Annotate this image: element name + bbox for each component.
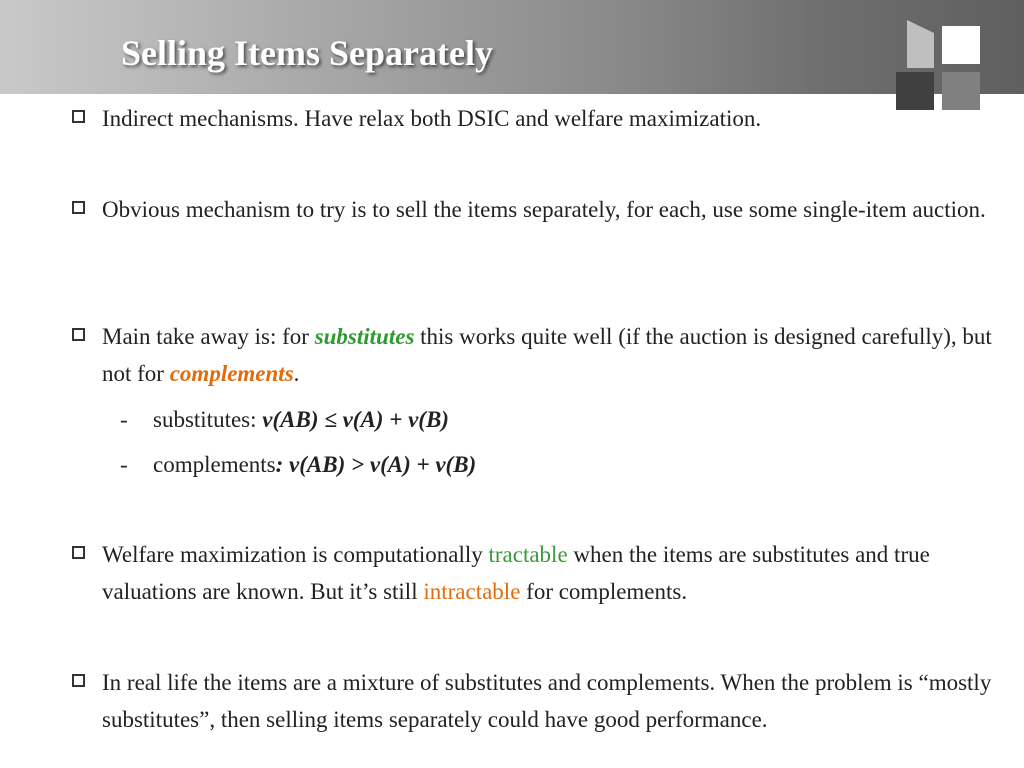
substitutes-highlight: substitutes bbox=[314, 324, 415, 349]
bullet-indirect-mechanisms bbox=[72, 100, 992, 137]
tractable-highlight: tractable bbox=[488, 542, 568, 567]
slide-title: Selling Items Separately bbox=[121, 33, 493, 73]
sub-item-complements bbox=[120, 446, 476, 483]
sub-label: complements bbox=[153, 452, 276, 477]
bullet-text: Indirect mechanisms. Have relax both DSIC and welfare maximization. bbox=[102, 106, 762, 131]
checkbox-bullet-icon bbox=[72, 328, 85, 341]
checkbox-bullet-icon bbox=[72, 674, 85, 687]
sub-item-substitutes bbox=[120, 401, 449, 438]
bullet-real-life bbox=[72, 664, 992, 738]
sub-label: substitutes: bbox=[153, 407, 263, 432]
bullet-main-takeaway bbox=[72, 318, 992, 392]
bullet-obvious-mechanism bbox=[72, 191, 992, 228]
bullet-text: Main take away is: for substitutes this works quite well (if the auction is designed carefully), but not for complements. bbox=[102, 324, 992, 386]
title-bar bbox=[0, 0, 1024, 94]
bullet-welfare-maximization bbox=[72, 536, 992, 610]
bullet-text: In real life the items are a mixture of substitutes and complements. When the problem is “mostly substitutes”, then selling items separately could have good performance. bbox=[102, 670, 992, 732]
checkbox-bullet-icon bbox=[72, 546, 85, 559]
intractable-highlight: intractable bbox=[423, 579, 521, 604]
bullet-text: Welfare maximization is computationally tractable when the items are substitutes and true valuations are known. But it’s still intractable for complements. bbox=[102, 542, 930, 604]
complements-formula: : v(AB) > v(A) + v(B) bbox=[275, 452, 477, 477]
complements-highlight: complements bbox=[169, 361, 294, 386]
dash-marker: - bbox=[120, 452, 128, 477]
bullet-text: Obvious mechanism to try is to sell the items separately, for each, use some single-item auction. bbox=[102, 197, 986, 222]
checkbox-bullet-icon bbox=[72, 201, 85, 214]
substitutes-formula: v(AB) ≤ v(A) + v(B) bbox=[262, 407, 449, 432]
checkbox-bullet-icon bbox=[72, 110, 85, 123]
logo-squares-icon bbox=[894, 20, 986, 112]
dash-marker: - bbox=[120, 407, 128, 432]
